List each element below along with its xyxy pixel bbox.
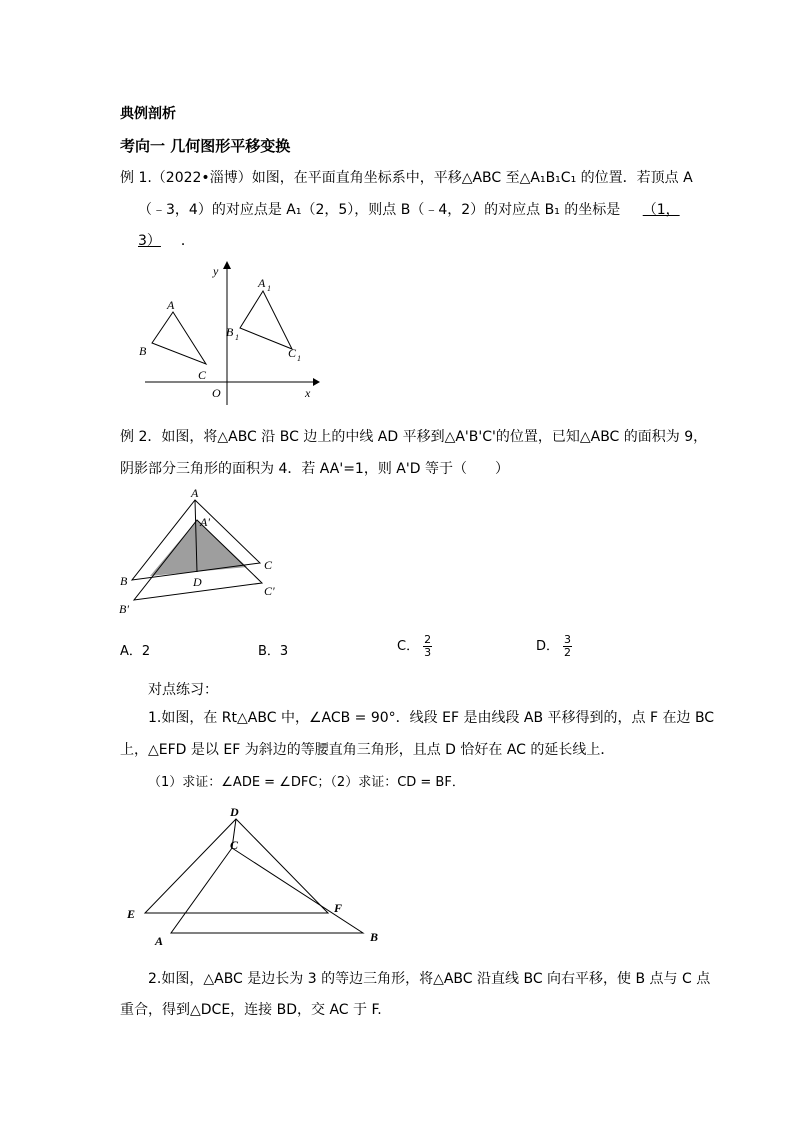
example2-line2: 阴影部分三角形的面积为 4．若 AA'=1，则 A'D 等于（ ）	[120, 461, 509, 477]
example2-line1: 例 2．如图，将△ABC 沿 BC 边上的中线 AD 平移到△A'B'C'的位置，已知△ABC 的面积为 9，	[120, 429, 708, 445]
option-c-denominator: 3	[424, 646, 432, 659]
label-a: A	[167, 298, 175, 312]
section-title: 典例剖析	[120, 106, 176, 122]
triangle-a1b1c1	[240, 291, 292, 349]
label-c1: C	[288, 346, 297, 360]
label-d: D	[230, 805, 239, 819]
practice-q1-line2: 上，△EFD 是以 EF 为斜边的等腰直角三角形，且点 D 恰好在 AC 的延长线上．	[120, 742, 615, 758]
translation-figure	[115, 483, 285, 618]
practice-q2-line2: 重合，得到△DCE，连接 BD，交 AC 于 F.	[120, 1002, 382, 1018]
example1-end-mark: ．	[180, 233, 195, 249]
x-label: x	[305, 386, 311, 400]
label-b: B	[370, 930, 379, 944]
example1-answer-part1: （1，	[642, 202, 680, 218]
label-c: C	[264, 558, 273, 572]
option-c-fraction	[423, 634, 432, 659]
label-b: B	[139, 344, 147, 358]
label-b1: B	[226, 325, 234, 339]
option-c	[397, 634, 432, 659]
label-d: D	[193, 575, 202, 589]
example1-line1: 例 1.（2022•淄博）如图，在平面直角坐标系中，平移△ABC 至△A₁B₁C₁ 的位置．若顶点 A	[120, 170, 693, 186]
label-c: C	[230, 838, 239, 852]
practice-figure	[118, 802, 390, 952]
option-d-prefix: D．	[536, 639, 560, 654]
label-c1-sub: 1	[297, 354, 301, 363]
triangle-efd	[145, 819, 328, 913]
example1-answer-part2: 3）	[138, 233, 161, 249]
label-a-prime: A'	[200, 515, 210, 529]
practice-q1-line3: （1）求证：∠ADE = ∠DFC；（2）求证：CD = BF．	[148, 775, 465, 790]
x-axis-arrow	[313, 378, 320, 386]
option-b: B．3	[258, 644, 289, 659]
label-a: A	[155, 934, 164, 948]
option-c-numerator: 2	[424, 633, 432, 646]
label-e: E	[127, 907, 136, 921]
example1-line2-text: （﹣3，4）的对应点是 A₁（2，5），则点 B（﹣4，2）的对应点 B₁ 的坐标是	[138, 202, 621, 218]
triangle-abc	[152, 312, 206, 364]
label-f: F	[334, 901, 343, 915]
origin-label: O	[212, 386, 221, 400]
option-a: A．2	[120, 644, 151, 659]
label-c: C	[198, 368, 207, 382]
option-d-denominator: 2	[564, 646, 572, 659]
practice-q1-line1: 1.如图，在 Rt△ABC 中，∠ACB = 90°．线段 EF 是由线段 AB 平移得到的，点 F 在边 BC	[148, 710, 715, 726]
label-a1: A	[258, 276, 266, 290]
shaded-triangle	[150, 520, 247, 576]
practice-q2-line1: 2.如图，△ABC 是边长为 3 的等边三角形，将△ABC 沿直线 BC 向右平移，使 B 点与 C 点	[148, 971, 711, 987]
y-label: y	[213, 264, 219, 278]
triangle-abc	[171, 848, 363, 933]
example1-line3	[138, 230, 195, 250]
option-c-prefix: C．	[397, 639, 420, 654]
example1-line2	[138, 199, 680, 219]
coordinate-figure	[130, 255, 330, 410]
label-c-prime: C'	[264, 584, 275, 598]
y-axis-arrow	[223, 261, 231, 269]
option-d	[536, 634, 572, 659]
option-d-numerator: 3	[564, 633, 572, 646]
practice-heading: 对点练习：	[148, 682, 218, 698]
label-b-prime: B'	[119, 602, 129, 616]
topic-title: 考向一 几何图形平移变换	[120, 137, 291, 155]
label-b1-sub: 1	[235, 333, 239, 342]
label-a1-sub: 1	[267, 284, 271, 293]
label-b: B	[120, 574, 128, 588]
label-a: A	[191, 486, 199, 500]
option-d-fraction	[563, 634, 572, 659]
